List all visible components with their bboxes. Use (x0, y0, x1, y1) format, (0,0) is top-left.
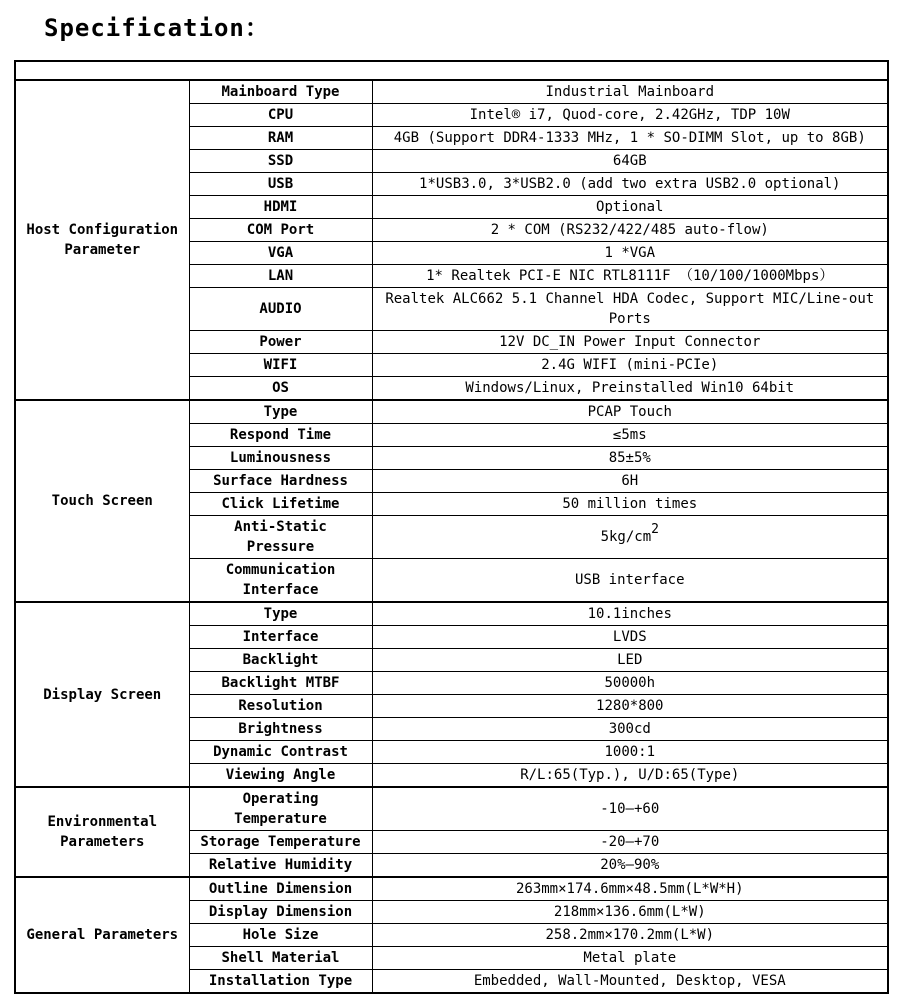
value-cell (372, 602, 888, 626)
value-cell (372, 288, 888, 331)
value-cell (372, 265, 888, 288)
parameter-cell: HDMI (189, 196, 372, 219)
value-cell (372, 649, 888, 672)
parameter-cell: Operating Temperature (189, 787, 372, 831)
parameter-cell: WIFI (189, 354, 372, 377)
value-cell (372, 424, 888, 447)
parameter-cell: Interface (189, 626, 372, 649)
parameter-cell: Shell Material (189, 947, 372, 970)
value-text: 64GB (612, 153, 647, 169)
value-text: -10—+60 (600, 801, 660, 817)
parameter-cell: SSD (189, 150, 372, 173)
value-text: Intel® i7, Quod-core, 2.42GHz, TDP 10W (469, 107, 790, 123)
value-cell (372, 150, 888, 173)
category-cell: Environmental Parameters (15, 787, 189, 877)
category-cell: Touch Screen (15, 400, 189, 602)
value-text: 218mm×136.6mm(L*W) (553, 904, 706, 920)
value-cell (372, 447, 888, 470)
value-cell (372, 947, 888, 970)
value-text: 300cd (608, 721, 651, 737)
parameter-cell: CPU (189, 104, 372, 127)
parameter-cell: Surface Hardness (189, 470, 372, 493)
value-text: R/L:65(Typ.), U/D:65(Type) (520, 767, 740, 783)
table-empty-header-row (15, 61, 888, 80)
parameter-cell: Luminousness (189, 447, 372, 470)
value-cell (372, 695, 888, 718)
specification-table (14, 60, 889, 994)
value-cell (372, 354, 888, 377)
parameter-cell: Outline Dimension (189, 877, 372, 901)
value-text: PCAP Touch (587, 404, 672, 420)
value-cell (372, 877, 888, 901)
parameter-cell: Relative Humidity (189, 854, 372, 878)
table-row (15, 400, 888, 424)
category-cell: Display Screen (15, 602, 189, 787)
parameter-cell: Communication Interface (189, 559, 372, 603)
value-text: 258.2mm×170.2mm(L*W) (545, 927, 715, 943)
value-text: 10.1inches (587, 606, 672, 622)
parameter-cell: COM Port (189, 219, 372, 242)
value-cell (372, 377, 888, 401)
value-cell (372, 127, 888, 150)
category-cell: Host Configuration Parameter (15, 80, 189, 400)
parameter-cell: LAN (189, 265, 372, 288)
value-text: 2 * COM (RS232/422/485 auto-flow) (490, 222, 769, 238)
parameter-cell: VGA (189, 242, 372, 265)
parameter-cell: Storage Temperature (189, 831, 372, 854)
value-text: -20—+70 (600, 834, 660, 850)
category-cell: General Parameters (15, 877, 189, 993)
value-cell (372, 196, 888, 219)
value-text: Industrial Mainboard (545, 84, 715, 100)
value-cell (372, 493, 888, 516)
value-cell (372, 718, 888, 741)
value-text: 6H (621, 473, 639, 489)
value-text: 85±5% (608, 450, 651, 466)
value-cell (372, 331, 888, 354)
parameter-cell: USB (189, 173, 372, 196)
value-text: 1000:1 (604, 744, 656, 760)
parameter-cell: RAM (189, 127, 372, 150)
value-cell (372, 242, 888, 265)
value-cell (372, 173, 888, 196)
spec-table-body (15, 61, 888, 993)
parameter-cell: Dynamic Contrast (189, 741, 372, 764)
value-text: 20%—90% (600, 857, 660, 873)
value-text: 5kg/cm (600, 529, 652, 545)
value-cell (372, 764, 888, 788)
value-text: LVDS (612, 629, 647, 645)
value-text: 1* Realtek PCI-E NIC RTL8111F （10/100/1000Mbps） (426, 268, 834, 284)
parameter-cell: Resolution (189, 695, 372, 718)
parameter-cell: Respond Time (189, 424, 372, 447)
table-row (15, 602, 888, 626)
value-cell (372, 924, 888, 947)
parameter-cell: Anti-Static Pressure (189, 516, 372, 559)
value-text: Optional (596, 199, 664, 215)
parameter-cell: Mainboard Type (189, 80, 372, 104)
parameter-cell: Hole Size (189, 924, 372, 947)
table-row (15, 877, 888, 901)
value-text: Embedded, Wall-Mounted, Desktop, VESA (473, 973, 786, 989)
value-cell (372, 400, 888, 424)
value-cell (372, 626, 888, 649)
parameter-cell: Viewing Angle (189, 764, 372, 788)
value-cell (372, 104, 888, 127)
value-text: 2.4G WIFI (mini-PCIe) (541, 357, 719, 373)
table-row (15, 80, 888, 104)
value-superscript: 2 (651, 522, 659, 538)
empty-header-cell (15, 61, 888, 80)
value-cell (372, 854, 888, 878)
parameter-cell: Display Dimension (189, 901, 372, 924)
value-cell (372, 831, 888, 854)
value-text: 1*USB3.0, 3*USB2.0 (add two extra USB2.0 optional) (419, 176, 841, 192)
page-title: Specification： (44, 14, 270, 42)
value-text: 12V DC_IN Power Input Connector (499, 334, 761, 350)
table-row (15, 787, 888, 831)
parameter-cell: Click Lifetime (189, 493, 372, 516)
value-text: 263mm×174.6mm×48.5mm(L*W*H) (515, 881, 744, 897)
value-cell (372, 516, 888, 559)
value-text: LED (617, 652, 643, 668)
value-cell (372, 559, 888, 603)
parameter-cell: Type (189, 400, 372, 424)
value-text: 50000h (604, 675, 656, 691)
value-cell (372, 470, 888, 493)
value-text: Realtek ALC662 5.1 Channel HDA Codec, Support MIC/Line-out Ports (385, 291, 875, 327)
parameter-cell: Power (189, 331, 372, 354)
parameter-cell: Installation Type (189, 970, 372, 994)
value-cell (372, 787, 888, 831)
value-text: Metal plate (583, 950, 677, 966)
value-cell (372, 741, 888, 764)
value-text: 50 million times (562, 496, 698, 512)
parameter-cell: Backlight (189, 649, 372, 672)
value-text: 1 *VGA (604, 245, 656, 261)
value-text: ≤5ms (612, 427, 647, 443)
value-text: 4GB (Support DDR4-1333 MHz, 1 * SO-DIMM Slot, up to 8GB) (393, 130, 866, 146)
value-cell (372, 970, 888, 994)
value-text: USB interface (574, 572, 685, 588)
value-text: Windows/Linux, Preinstalled Win10 64bit (465, 380, 795, 396)
parameter-cell: Type (189, 602, 372, 626)
value-text: 1280*800 (596, 698, 664, 714)
parameter-cell: Backlight MTBF (189, 672, 372, 695)
value-cell (372, 901, 888, 924)
value-cell (372, 672, 888, 695)
parameter-cell: OS (189, 377, 372, 401)
parameter-cell: AUDIO (189, 288, 372, 331)
value-cell (372, 80, 888, 104)
parameter-cell: Brightness (189, 718, 372, 741)
value-cell (372, 219, 888, 242)
